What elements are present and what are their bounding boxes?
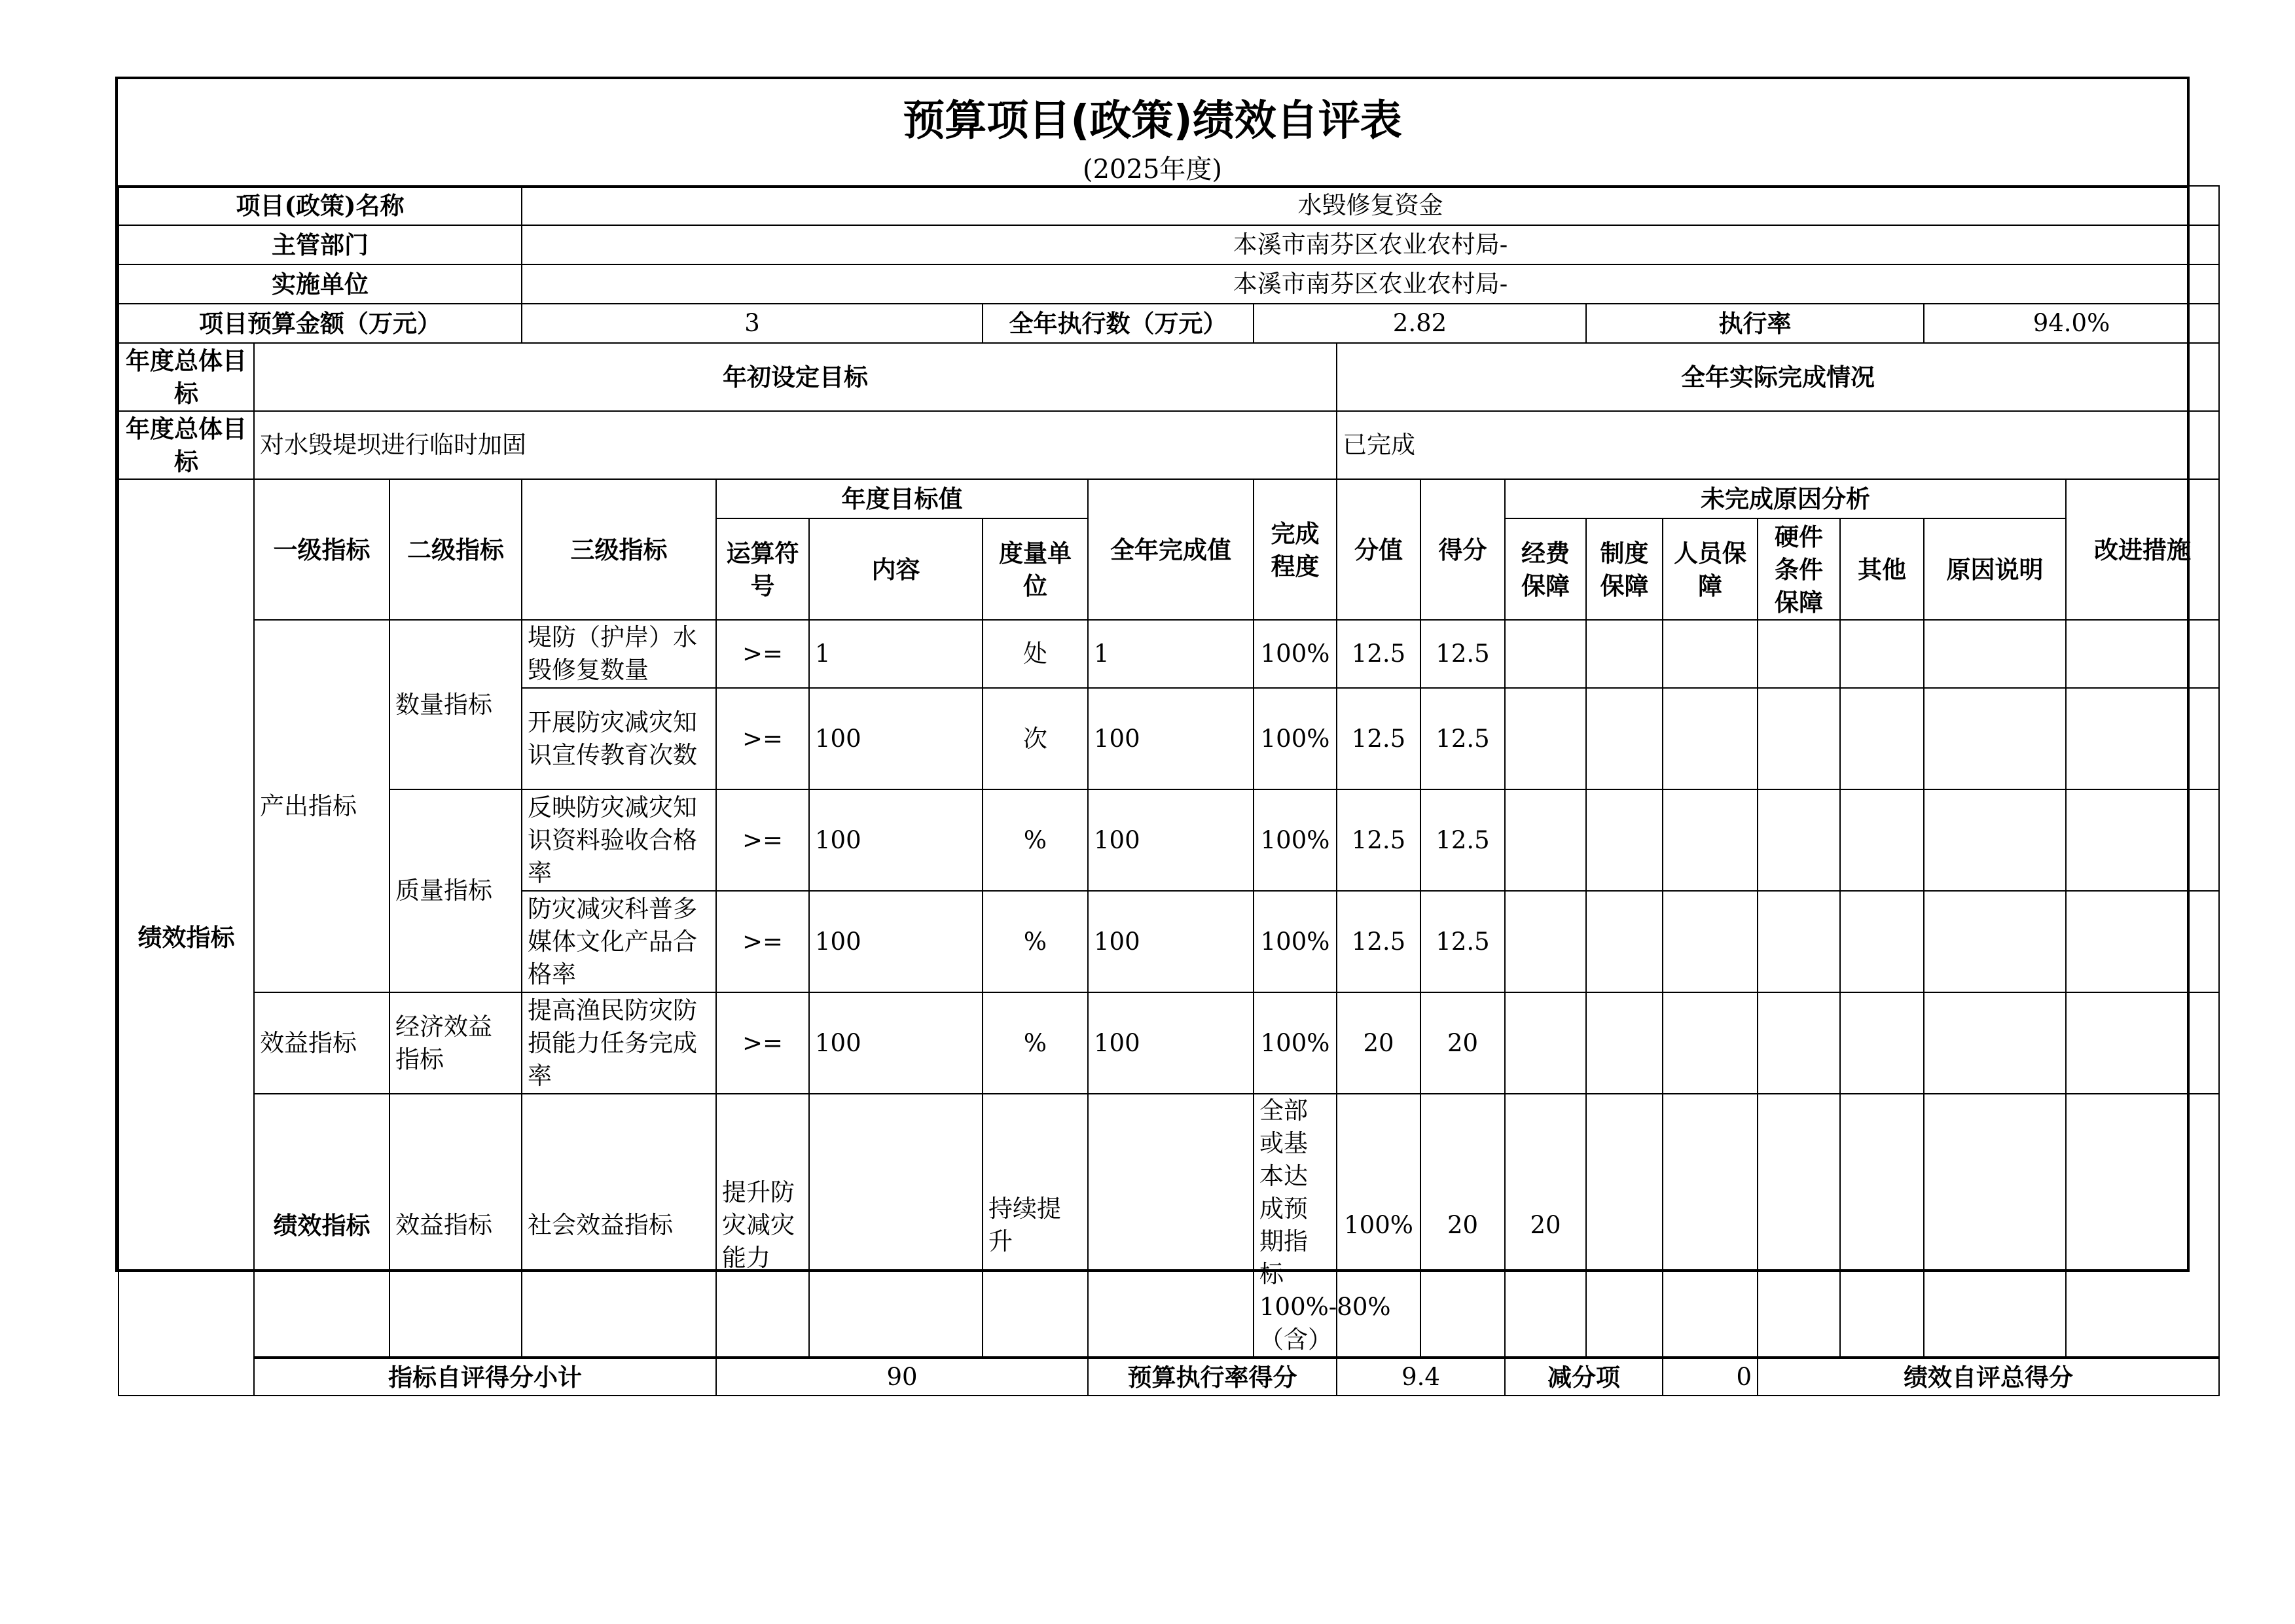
- performance-indicator-section-label: 绩效指标: [118, 479, 254, 1396]
- reason-cell: [1924, 891, 2066, 992]
- indicator-name: 开展防灾减灾知识宣传教育次数: [522, 688, 716, 789]
- indicator-degree: 100%: [1254, 891, 1337, 992]
- level2-social: 社会效益指标: [522, 1094, 716, 1358]
- project-name-label: 项目(政策)名称: [118, 186, 522, 225]
- indicator-score: 20: [1505, 1094, 1586, 1358]
- table-row: [118, 620, 2219, 688]
- row-summary: [118, 1358, 2219, 1396]
- reason-cell: [2066, 1094, 2219, 1358]
- indicator-name: 提高渔民防灾防损能力任务完成率: [522, 992, 716, 1094]
- budget-score-value: 9.4: [1337, 1358, 1505, 1396]
- indicator-operator: [809, 1094, 983, 1358]
- reason-cell: [1758, 891, 1840, 992]
- reason-cell: [1758, 620, 1840, 688]
- reason-cell: [1505, 891, 1586, 992]
- indicator-weight: 12.5: [1337, 891, 1420, 992]
- reason-cell: [1924, 789, 2066, 891]
- indicator-degree: 100%: [1337, 1094, 1420, 1358]
- indicator-name: 堤防（护岸）水毁修复数量: [522, 620, 716, 688]
- reason-cell: [1663, 688, 1758, 789]
- reason-cell: [1758, 688, 1840, 789]
- indicator-actual: 100: [1088, 688, 1254, 789]
- reason-cell: [1924, 620, 2066, 688]
- table-row: [118, 992, 2219, 1094]
- col-score-value: 分值: [1337, 479, 1420, 620]
- indicator-actual: 1: [1088, 620, 1254, 688]
- annual-goal-label: 年度总体目标: [118, 343, 254, 411]
- reason-cell: [1663, 620, 1758, 688]
- page-title: 预算项目(政策)绩效自评表: [903, 97, 1402, 145]
- subtotal-value: 90: [716, 1358, 1088, 1396]
- implementing-unit-label: 实施单位: [118, 264, 522, 304]
- indicator-operator: >=: [716, 891, 809, 992]
- reason-cell: [1840, 992, 1924, 1094]
- row-goal-headers: [118, 343, 2219, 411]
- indicator-score: 20: [1420, 992, 1505, 1094]
- reason-cell: [1663, 789, 1758, 891]
- improve-cell: [2066, 688, 2219, 789]
- indicator-weight: 20: [1337, 992, 1420, 1094]
- execution-rate-label: 执行率: [1586, 304, 1924, 343]
- level1-output: 产出指标: [254, 620, 389, 992]
- indicator-operator: >=: [716, 688, 809, 789]
- level2-economic: 经济效益指标: [389, 992, 522, 1094]
- indicator-weight: 12.5: [1337, 789, 1420, 891]
- reason-cell: [1840, 1094, 1924, 1358]
- indicator-unit: %: [983, 891, 1088, 992]
- annual-goal-label-2: 年度总体目标: [118, 411, 254, 479]
- improve-cell: [2066, 789, 2219, 891]
- indicator-unit: %: [983, 789, 1088, 891]
- indicator-weight: 12.5: [1337, 620, 1420, 688]
- indicator-content: 100: [809, 891, 983, 992]
- reason-cell: [1663, 891, 1758, 992]
- evaluation-sheet: [115, 77, 2191, 1392]
- indicator-score: 12.5: [1420, 891, 1505, 992]
- col-staff: 人员保障: [1663, 518, 1758, 620]
- row-indicator-header-1: [118, 479, 2219, 518]
- subtotal-label: 指标自评得分小计: [254, 1358, 716, 1396]
- indicator-operator: >=: [716, 992, 809, 1094]
- reason-cell: [1840, 688, 1924, 789]
- row-department: [118, 225, 2219, 264]
- reason-cell: [1924, 992, 2066, 1094]
- reason-cell: [1586, 688, 1663, 789]
- indicator-actual: 100: [1088, 789, 1254, 891]
- level1-benefit-2: 效益指标: [389, 1094, 522, 1358]
- reason-cell: [1663, 992, 1758, 1094]
- col-level1: 一级指标: [254, 479, 389, 620]
- col-reason: 原因说明: [1924, 518, 2066, 620]
- level1-benefit: 效益指标: [254, 992, 389, 1094]
- reason-cell: [1758, 1094, 1840, 1358]
- col-operator: 运算符号: [716, 518, 809, 620]
- indicator-actual: 100: [1088, 891, 1254, 992]
- page-subtitle-year: (2025年度): [1082, 154, 1222, 185]
- indicator-content: 100: [809, 992, 983, 1094]
- indicator-weight: 12.5: [1337, 688, 1420, 789]
- indicator-content: 持续提升: [983, 1094, 1088, 1358]
- department-label: 主管部门: [118, 225, 522, 264]
- col-actual: 全年完成值: [1088, 479, 1254, 620]
- reason-cell: [1505, 688, 1586, 789]
- row-implementing-unit: [118, 264, 2219, 304]
- col-reason-group: 未完成原因分析: [1505, 479, 2066, 518]
- reason-cell: [1586, 620, 1663, 688]
- deduction-label: 减分项: [1505, 1358, 1663, 1396]
- col-system: 制度保障: [1586, 518, 1663, 620]
- improve-cell: [2066, 992, 2219, 1094]
- reason-cell: [1758, 992, 1840, 1094]
- performance-indicator-section-label-2: 绩效指标: [254, 1094, 389, 1358]
- reason-cell: [1505, 620, 1586, 688]
- col-hardware: 硬件条件保障: [1758, 518, 1840, 620]
- row-goal-values: [118, 411, 2219, 479]
- level2-quantity: 数量指标: [389, 620, 522, 789]
- reason-cell: [1586, 789, 1663, 891]
- improve-cell: [2066, 620, 2219, 688]
- indicator-degree: 100%: [1254, 789, 1337, 891]
- implementing-unit-value: 本溪市南芬区农业农村局-: [522, 264, 2219, 304]
- indicator-actual: 100: [1088, 992, 1254, 1094]
- reason-cell: [1505, 992, 1586, 1094]
- reason-cell: [1586, 891, 1663, 992]
- evaluation-table: [118, 185, 2220, 1396]
- budget-label: 项目预算金额（万元）: [118, 304, 522, 343]
- execution-label: 全年执行数（万元）: [983, 304, 1254, 343]
- reason-cell: [1586, 1094, 1663, 1358]
- reason-cell: [1924, 1094, 2066, 1358]
- total-score-label: 绩效自评总得分: [1758, 1358, 2219, 1396]
- reason-cell: [1505, 789, 1586, 891]
- col-unit: 度量单位: [983, 518, 1088, 620]
- reason-cell: [1586, 992, 1663, 1094]
- col-degree: 完成程度: [1254, 479, 1337, 620]
- table-row: [118, 1094, 2219, 1358]
- indicator-name: 提升防灾减灾能力: [716, 1094, 809, 1358]
- col-score: 得分: [1420, 479, 1505, 620]
- indicator-unit: [1088, 1094, 1254, 1358]
- reason-cell: [1758, 789, 1840, 891]
- execution-rate-value: 94.0%: [1924, 304, 2219, 343]
- row-budget: [118, 304, 2219, 343]
- reason-cell: [1924, 688, 2066, 789]
- budget-value: 3: [522, 304, 983, 343]
- initial-goal-value: 对水毁堤坝进行临时加固: [254, 411, 1337, 479]
- improve-cell: [2066, 891, 2219, 992]
- indicator-degree: 100%: [1254, 688, 1337, 789]
- title-block: [118, 79, 2187, 188]
- indicator-unit: %: [983, 992, 1088, 1094]
- reason-cell: [1663, 1094, 1758, 1358]
- indicator-content: 100: [809, 789, 983, 891]
- col-other: 其他: [1840, 518, 1924, 620]
- initial-goal-header: 年初设定目标: [254, 343, 1337, 411]
- col-target-group: 年度目标值: [716, 479, 1088, 518]
- indicator-content: 100: [809, 688, 983, 789]
- indicator-unit: 处: [983, 620, 1088, 688]
- indicator-unit: 次: [983, 688, 1088, 789]
- execution-value: 2.82: [1254, 304, 1586, 343]
- indicator-actual: 全部或基本达成预期指标100%-80%（含）: [1254, 1094, 1337, 1358]
- indicator-name: 反映防灾减灾知识资料验收合格率: [522, 789, 716, 891]
- table-row: [118, 789, 2219, 891]
- actual-completion-value: 已完成: [1337, 411, 2219, 479]
- indicator-weight: 20: [1420, 1094, 1505, 1358]
- indicator-operator: >=: [716, 789, 809, 891]
- indicator-operator: >=: [716, 620, 809, 688]
- col-level3: 三级指标: [522, 479, 716, 620]
- actual-completion-header: 全年实际完成情况: [1337, 343, 2219, 411]
- reason-cell: [1840, 891, 1924, 992]
- col-content: 内容: [809, 518, 983, 620]
- deduction-value: 0: [1663, 1358, 1758, 1396]
- row-project-name: [118, 186, 2219, 225]
- indicator-degree: 100%: [1254, 620, 1337, 688]
- col-level2: 二级指标: [389, 479, 522, 620]
- level2-quality: 质量指标: [389, 789, 522, 992]
- indicator-content: 1: [809, 620, 983, 688]
- reason-cell: [1840, 789, 1924, 891]
- reason-cell: [1840, 620, 1924, 688]
- indicator-degree: 100%: [1254, 992, 1337, 1094]
- indicator-score: 12.5: [1420, 688, 1505, 789]
- col-improve: 改进措施: [2066, 479, 2219, 620]
- indicator-score: 12.5: [1420, 620, 1505, 688]
- budget-score-label: 预算执行率得分: [1088, 1358, 1337, 1396]
- indicator-score: 12.5: [1420, 789, 1505, 891]
- project-name-value: 水毁修复资金: [522, 186, 2219, 225]
- department-value: 本溪市南芬区农业农村局-: [522, 225, 2219, 264]
- col-fund: 经费保障: [1505, 518, 1586, 620]
- indicator-name: 防灾减灾科普多媒体文化产品合格率: [522, 891, 716, 992]
